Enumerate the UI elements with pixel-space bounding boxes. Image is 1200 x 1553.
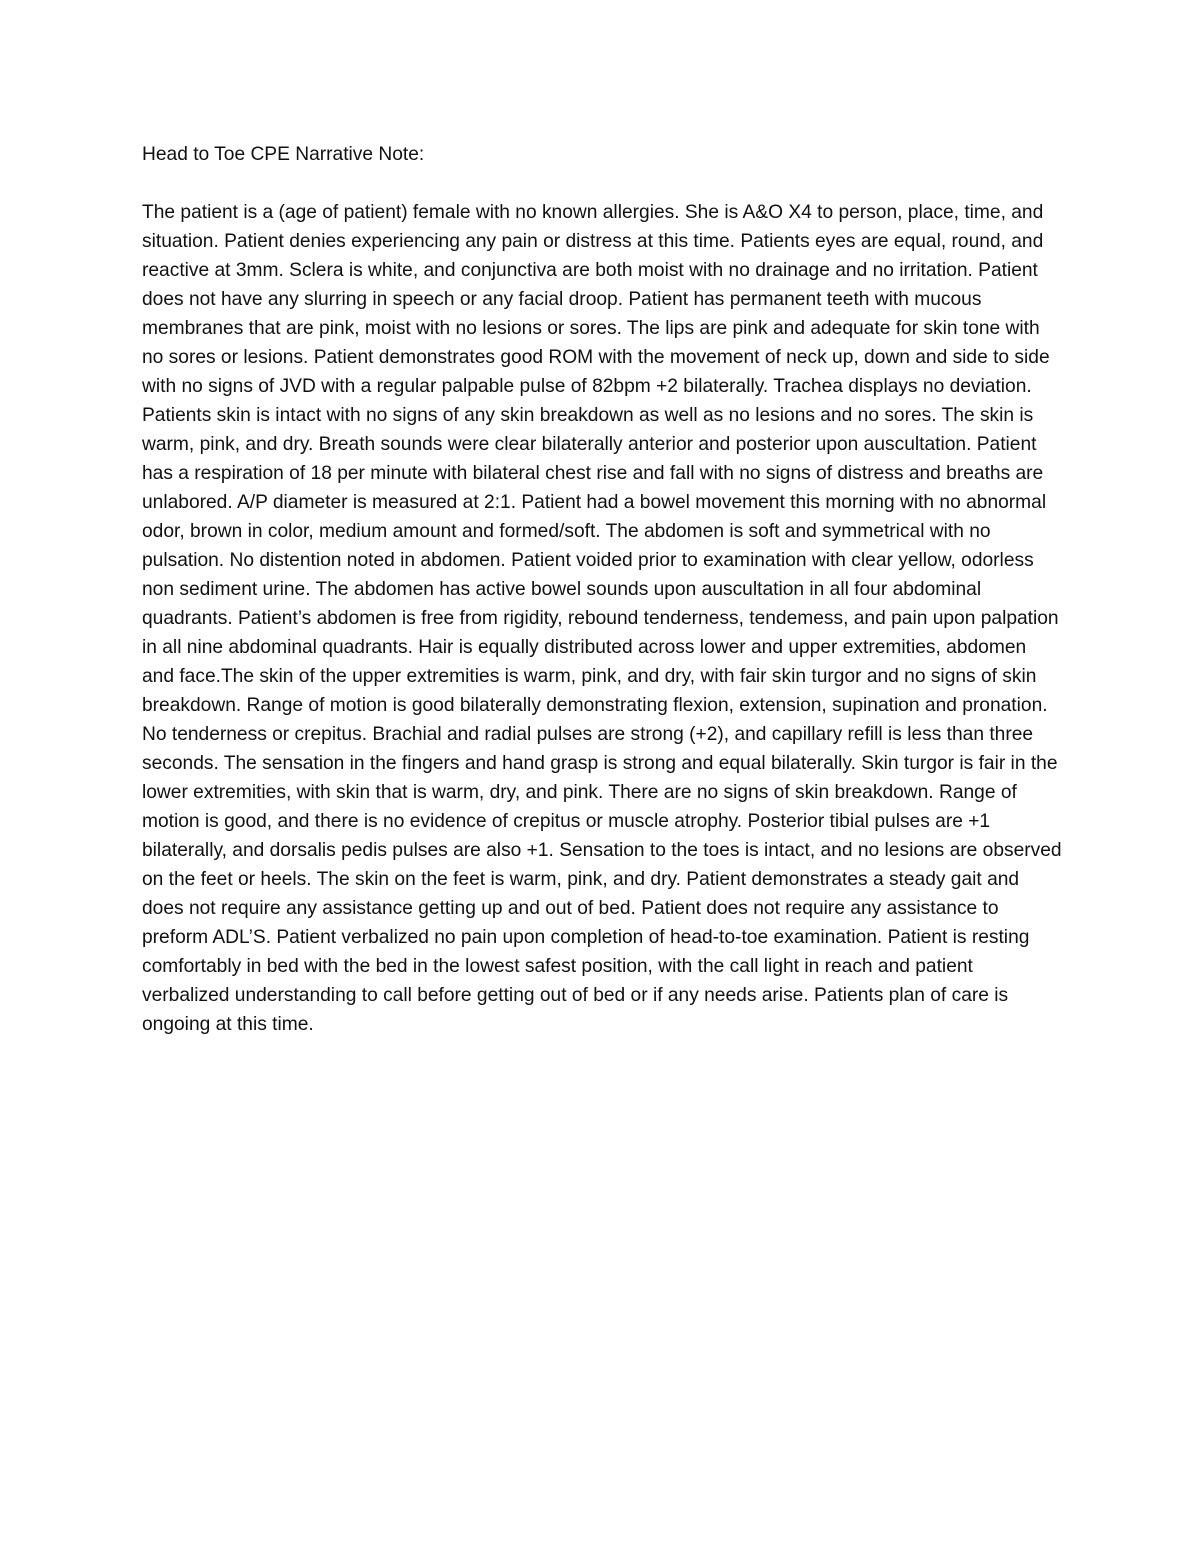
narrative-paragraph: The patient is a (age of patient) female with no known allergies. She is A&O X4 to person, place, time, and situation. Patient denies experiencing any pain or distress at this time. Patients eyes are equal, round, and reactive at 3mm. Sclera is white, and conjunctiva are both moist with no drainage and no irritation. Patient does not have any slurring in speech or any facial droop. Patient has permanent teeth with mucous membranes that are pink, moist with no lesions or sores. The lips are pink and adequate for skin tone with no sores or lesions. Patient demonstrates good ROM with the movement of neck up, down and side to side with no signs of JVD with a regular palpable pulse of 82bpm +2 bilaterally. Trachea displays no deviation. Patients skin is intact with no signs of any skin breakdown as well as no lesions and no sores. The skin is warm, pink, and dry. Breath sounds were clear bilaterally anterior and posterior upon auscultation. Patient has a respiration of 18 per minute with bilateral chest rise and fall with no signs of distress and breaths are unlabored. A/P diameter is measured at 2:1. Patient had a bowel movement this morning with no abnormal odor, brown in color, medium amount and formed/soft. The abdomen is soft and symmetrical with no pulsation. No distention noted in abdomen. Patient voided prior to examination with clear yellow, odorless non sediment urine. The abdomen has active bowel sounds upon auscultation in all four abdominal quadrants. Patient’s abdomen is free from rigidity, rebound tenderness, tendemess, and pain upon palpation in all nine abdominal quadrants. Hair is equally distributed across lower and upper extremities, abdomen and face.The skin of the upper extremities is warm, pink, and dry, with fair skin turgor and no signs of skin breakdown. Range of motion is good bilaterally demonstrating flexion, extension, supination and pronation. No tenderness or crepitus. Brachial and radial pulses are strong (+2), and capillary refill is less than three seconds. The sensation in the fingers and hand grasp is strong and equal bilaterally. Skin turgor is fair in the lower extremities, with skin that is warm, dry, and pink. There are no signs of skin breakdown. Range of motion is good, and there is no evidence of crepitus or muscle atrophy. Posterior tibial pulses are +1 bilaterally, and dorsalis pedis pulses are also +1. Sensation to the toes is intact, and no lesions are observed on the feet or heels. The skin on the feet is warm, pink, and dry. Patient demonstrates a steady gait and does not require any assistance getting up and out of bed. Patient does not require any assistance to preform ADL’S. Patient verbalized no pain upon completion of head-to-toe examination. Patient is resting comfortably in bed with the bed in the lowest safest position, with the call light in reach and patient verbalized understanding to call before getting out of bed or if any needs arise. Patients plan of care is ongoing at this time.: [142, 202, 1062, 1035]
document-title: Head to Toe CPE Narrative Note:: [142, 144, 425, 165]
document-content: [142, 140, 1062, 1039]
